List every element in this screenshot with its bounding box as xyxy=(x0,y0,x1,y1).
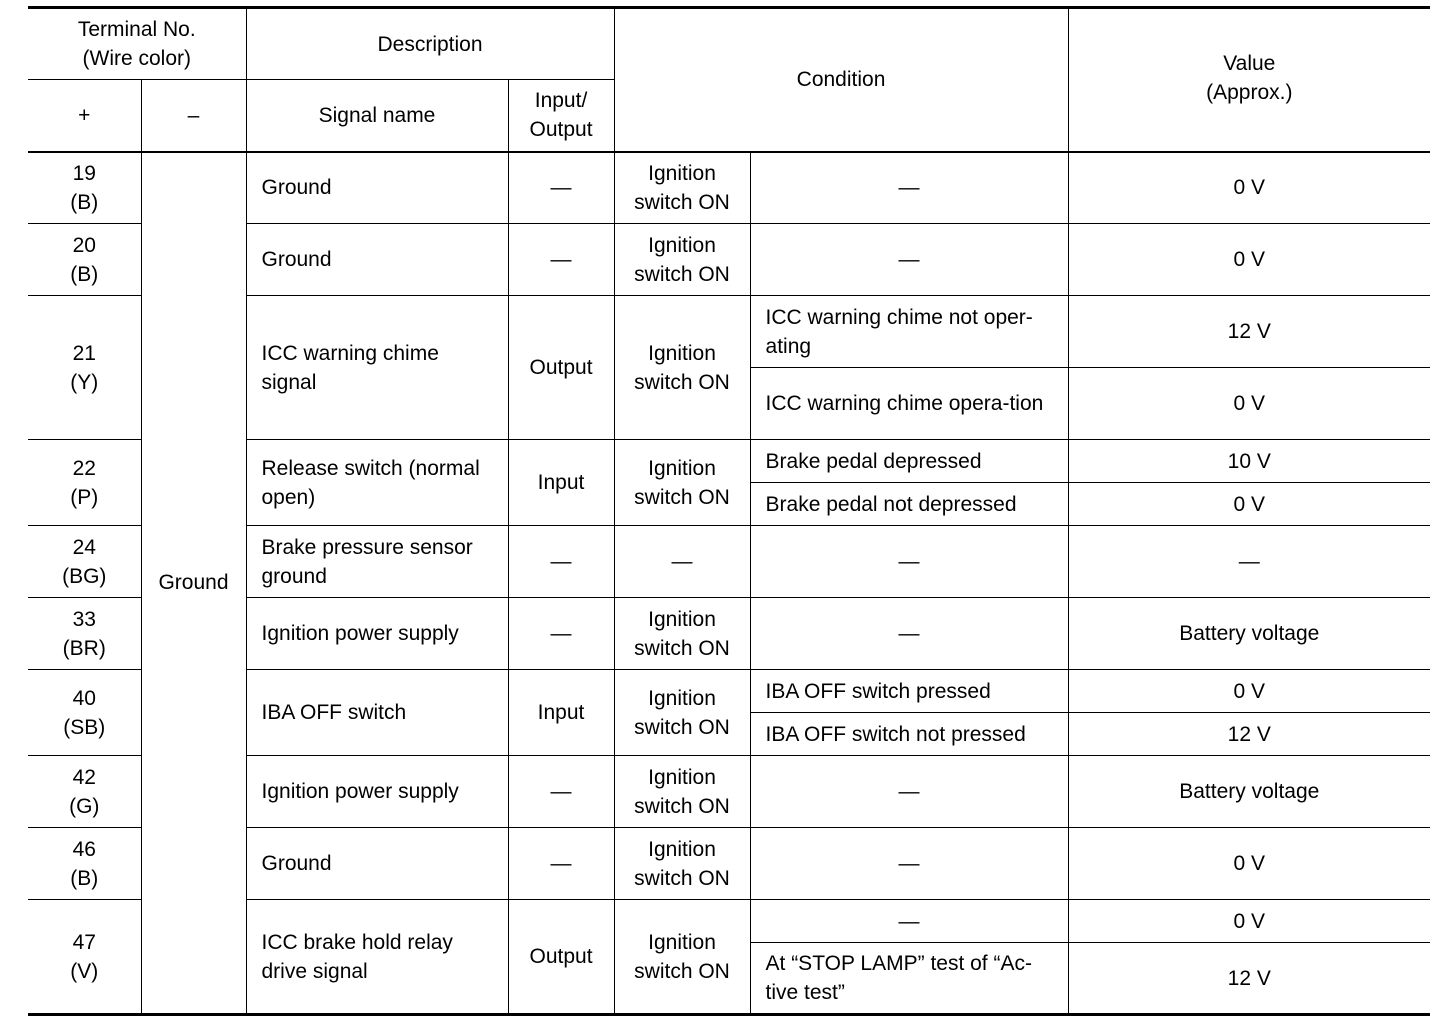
condition-cell: Ignition switch ON xyxy=(614,296,750,440)
header-row-1 xyxy=(28,8,1430,80)
terminal-number: 20 xyxy=(72,233,96,257)
signal-name-cell: Ground xyxy=(246,224,508,296)
terminal-cell xyxy=(28,756,141,828)
signal-name-cell: Release switch (normal open) xyxy=(246,440,508,526)
terminal-no-header: Terminal No. (Wire color) xyxy=(28,8,246,80)
signal-name-cell: Ground xyxy=(246,828,508,900)
terminal-number: 42 xyxy=(72,765,96,789)
input-output-header: Input/ Output xyxy=(508,80,614,152)
input-output-cell: — xyxy=(508,756,614,828)
input-output-cell: Output xyxy=(508,900,614,1015)
signal-name-cell: Ground xyxy=(246,152,508,224)
sub-condition-cell: — xyxy=(750,224,1068,296)
value-cell: 0 V xyxy=(1068,368,1430,440)
ground-cell: Ground xyxy=(141,152,246,1015)
value-cell: 12 V xyxy=(1068,296,1430,368)
terminal-cell xyxy=(28,296,141,440)
value-cell: 0 V xyxy=(1068,828,1430,900)
signal-name-cell: ICC warning chime signal xyxy=(246,296,508,440)
condition-cell: Ignition switch ON xyxy=(614,440,750,526)
sub-condition-cell: ICC warning chime opera-tion xyxy=(750,368,1068,440)
wire-color: (G) xyxy=(69,794,100,818)
terminal-number: 22 xyxy=(72,456,96,480)
wire-color: (SB) xyxy=(63,715,106,739)
sub-condition-cell: — xyxy=(750,900,1068,943)
condition-cell: Ignition switch ON xyxy=(614,828,750,900)
terminal-cell xyxy=(28,598,141,670)
input-output-cell: Input xyxy=(508,440,614,526)
value-cell: 0 V xyxy=(1068,224,1430,296)
sub-condition-cell: — xyxy=(750,152,1068,224)
signal-name-cell: Ignition power supply xyxy=(246,756,508,828)
input-output-cell: Output xyxy=(508,296,614,440)
wire-color: (Y) xyxy=(70,370,99,394)
terminal-cell xyxy=(28,224,141,296)
sub-condition-cell: — xyxy=(750,598,1068,670)
sub-condition-cell: ICC warning chime not oper-ating xyxy=(750,296,1068,368)
value-cell: 0 V xyxy=(1068,900,1430,943)
value-cell: — xyxy=(1068,526,1430,598)
value-cell: 10 V xyxy=(1068,440,1430,483)
value-cell: Battery voltage xyxy=(1068,598,1430,670)
wire-color: (V) xyxy=(70,959,99,983)
terminal-number: 19 xyxy=(72,161,96,185)
condition-cell: Ignition switch ON xyxy=(614,900,750,1015)
wire-color: (P) xyxy=(70,485,99,509)
terminal-number: 46 xyxy=(72,837,96,861)
input-output-cell: Input xyxy=(508,670,614,756)
plus-header: + xyxy=(28,80,141,152)
terminal-cell xyxy=(28,670,141,756)
sub-condition-cell: — xyxy=(750,756,1068,828)
terminal-number: 24 xyxy=(72,535,96,559)
condition-cell: Ignition switch ON xyxy=(614,598,750,670)
sub-condition-cell: IBA OFF switch not pressed xyxy=(750,713,1068,756)
terminal-number: 21 xyxy=(72,341,96,365)
terminal-cell xyxy=(28,526,141,598)
input-output-cell: — xyxy=(508,224,614,296)
terminal-cell xyxy=(28,440,141,526)
signal-name-cell: ICC brake hold relay drive signal xyxy=(246,900,508,1015)
description-header: Description xyxy=(246,8,614,80)
input-output-cell: — xyxy=(508,598,614,670)
terminal-number: 47 xyxy=(72,930,96,954)
condition-cell: Ignition switch ON xyxy=(614,756,750,828)
condition-cell: — xyxy=(614,526,750,598)
terminal-cell xyxy=(28,900,141,1015)
wire-color: (B) xyxy=(70,262,99,286)
sub-condition-cell: Brake pedal not depressed xyxy=(750,483,1068,526)
input-output-cell: — xyxy=(508,526,614,598)
signal-name-header: Signal name xyxy=(246,80,508,152)
terminal-cell xyxy=(28,152,141,224)
wire-color: (BG) xyxy=(62,564,107,588)
terminal-number: 33 xyxy=(72,607,96,631)
signal-name-cell: Brake pressure sensor ground xyxy=(246,526,508,598)
wire-color: (B) xyxy=(70,866,99,890)
wire-color: (B) xyxy=(70,190,99,214)
value-cell: 0 V xyxy=(1068,152,1430,224)
value-cell: 0 V xyxy=(1068,483,1430,526)
terminal-table xyxy=(28,6,1430,1016)
input-output-cell: — xyxy=(508,152,614,224)
sub-condition-cell: — xyxy=(750,828,1068,900)
signal-name-cell: IBA OFF switch xyxy=(246,670,508,756)
input-output-cell: — xyxy=(508,828,614,900)
value-header: Value (Approx.) xyxy=(1068,8,1430,152)
value-cell: 12 V xyxy=(1068,943,1430,1015)
condition-cell: Ignition switch ON xyxy=(614,152,750,224)
sub-condition-cell: — xyxy=(750,526,1068,598)
table-row xyxy=(28,152,1430,224)
terminal-number: 40 xyxy=(72,686,96,710)
wire-color: (BR) xyxy=(62,636,106,660)
condition-header: Condition xyxy=(614,8,1068,152)
condition-cell: Ignition switch ON xyxy=(614,670,750,756)
value-cell: 12 V xyxy=(1068,713,1430,756)
value-cell: Battery voltage xyxy=(1068,756,1430,828)
value-cell: 0 V xyxy=(1068,670,1430,713)
minus-header: – xyxy=(141,80,246,152)
condition-cell: Ignition switch ON xyxy=(614,224,750,296)
sub-condition-cell: IBA OFF switch pressed xyxy=(750,670,1068,713)
signal-name-cell: Ignition power supply xyxy=(246,598,508,670)
sub-condition-cell: Brake pedal depressed xyxy=(750,440,1068,483)
sub-condition-cell: At “STOP LAMP” test of “Ac-tive test” xyxy=(750,943,1068,1015)
terminal-cell xyxy=(28,828,141,900)
